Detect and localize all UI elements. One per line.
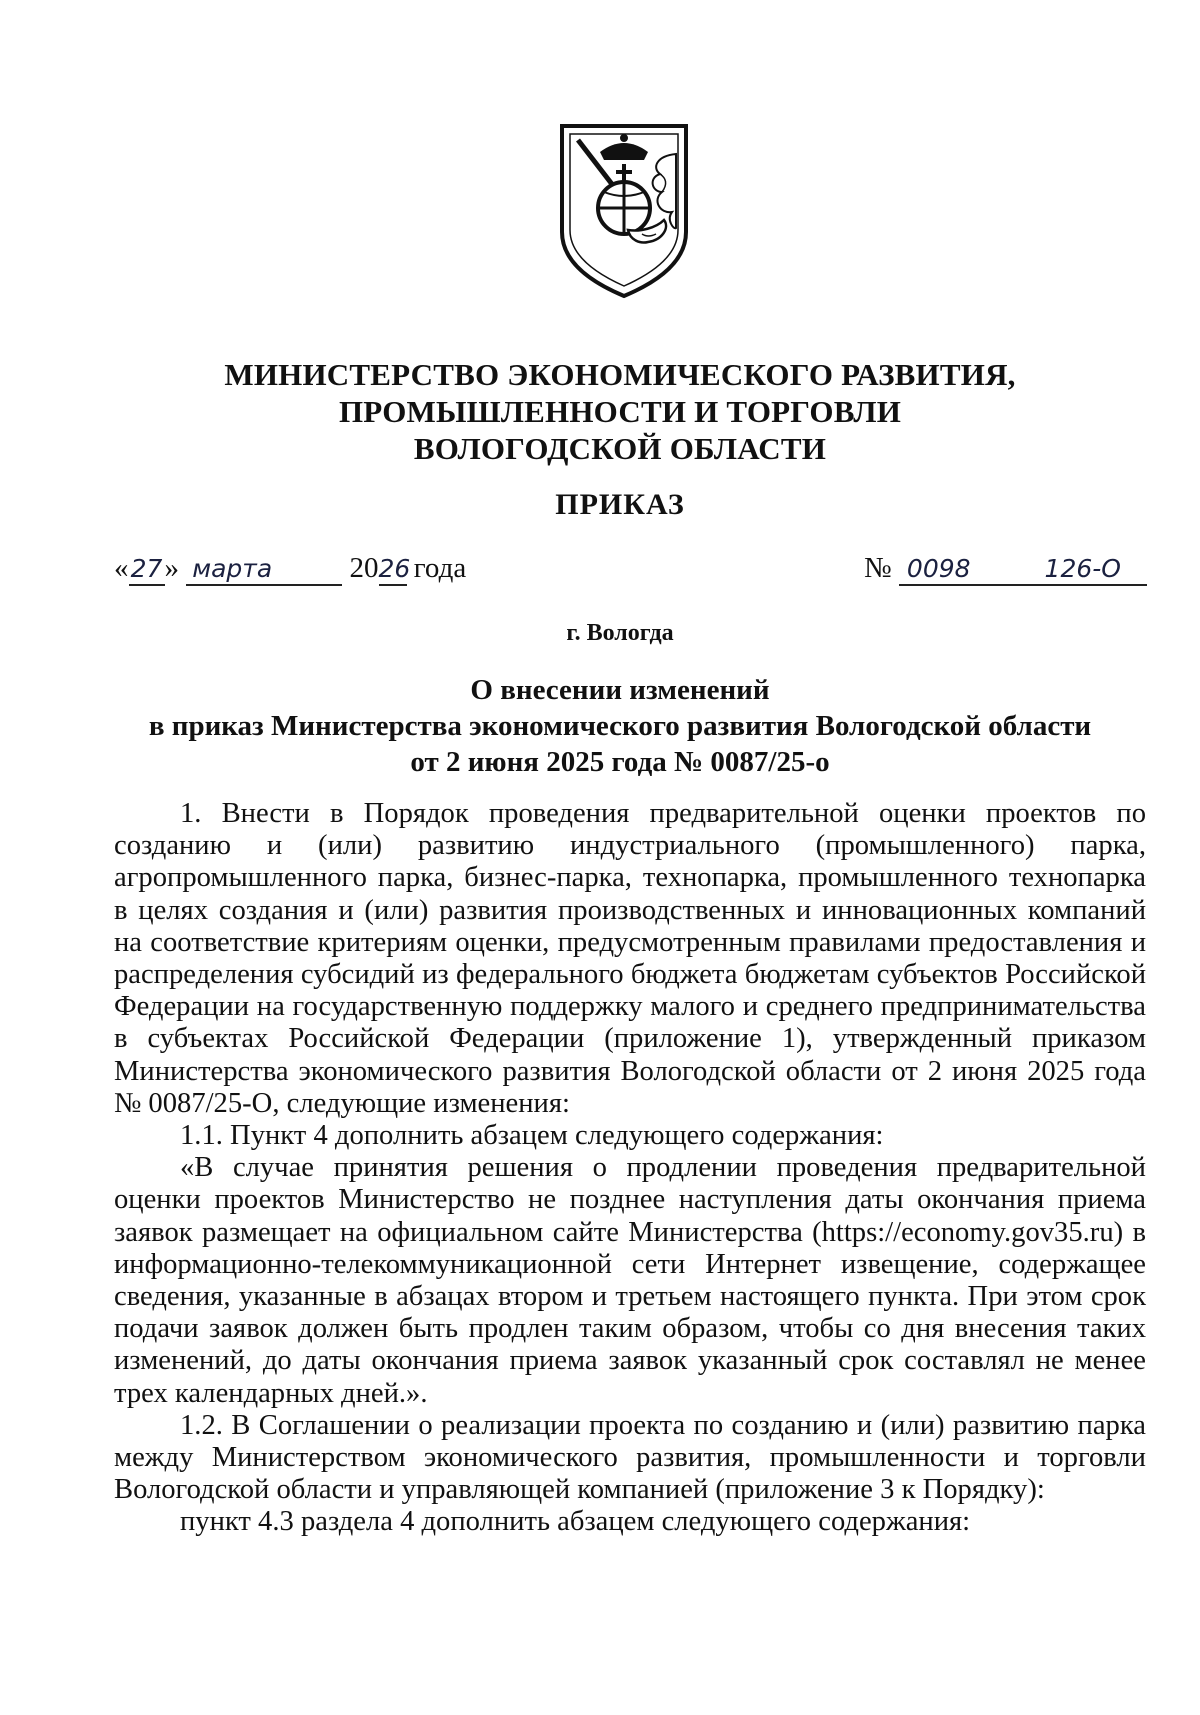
document-body	[114, 798, 1146, 1539]
date-close-quote: »	[164, 552, 179, 584]
date-row	[114, 552, 466, 586]
number-symbol: №	[864, 552, 892, 584]
org-line-3: ВОЛОГОДСКОЙ ОБЛАСТИ	[413, 431, 827, 466]
paragraph-quote: «В случае принятия решения о продлении проведения предварительной оценки проектов Министерство не позднее наступления даты окончания приема заявок размещает на официальном сайте Министерства (https://economy.gov35.ru) в информационно-телекоммуникационной сети Интернет извещение, содержащее сведения, указанные в абзацах втором и третьем настоящего пункта. При этом срок подачи заявок должен быть продлен таким образом, чтобы со дня внесения таких изменений, до даты окончания приема заявок указанный срок составлял не менее трех календарных дней.».	[114, 1152, 1146, 1409]
org-line-1: МИНИСТЕРСТВО ЭКОНОМИЧЕСКОГО РАЗВИТИЯ,	[224, 357, 1016, 392]
subject-line-3: от 2 июня 2025 года № 0087/25-о	[410, 746, 830, 778]
date-year-word: года	[413, 552, 467, 584]
date-day: 27	[129, 554, 165, 586]
number-part-2: 126-О	[1044, 554, 1121, 583]
date-year-suffix: 26	[379, 554, 407, 586]
date-open-quote: «	[114, 552, 129, 584]
document-number	[864, 552, 1147, 586]
city: г. Вологда	[566, 620, 674, 646]
vologda-coat-of-arms-icon	[556, 120, 692, 300]
subject-line-2: в приказ Министерства экономического развития Вологодской области	[148, 710, 1092, 742]
date-month: марта	[186, 554, 342, 586]
paragraph-1: 1. Внести в Порядок проведения предварительной оценки проектов по созданию и (или) развитию индустриального (промышленного) парка, агропромышленного парка, бизнес-парка, технопарка, промышленного технопарка в целях создания и (или) развития производственных и инновационных компаний на соответствие критериям оценки, предусмотренным правилами предоставления и распределения субсидий из федерального бюджета бюджетам субъектов Российской Федерации на государственную поддержку малого и среднего предпринимательства в субъектах Российской Федерации (приложение 1), утвержденный приказом Министерства экономического развития Вологодской области от 2 июня 2025 года № 0087/25-О, следующие изменения:	[114, 798, 1146, 1119]
number-value	[899, 554, 1147, 586]
org-line-2: ПРОМЫШЛЕННОСТИ И ТОРГОВЛИ	[338, 394, 902, 429]
organization-name	[0, 356, 1200, 467]
document-subject	[0, 672, 1200, 780]
number-part-1: 0098	[906, 554, 971, 583]
paragraph-1-1: 1.1. Пункт 4 дополнить абзацем следующего содержания:	[180, 1120, 884, 1152]
paragraph-1-2: 1.2. В Соглашении о реализации проекта по созданию и (или) развитию парка между Министерством экономического развития, промышленности и торговли Вологодской области и управляющей компанией (приложение 3 к Порядку):	[114, 1409, 1146, 1506]
document-type: ПРИКАЗ	[555, 488, 685, 521]
date-year-prefix: 20	[349, 552, 379, 584]
paragraph-last: пункт 4.3 раздела 4 дополнить абзацем следующего содержания:	[180, 1506, 971, 1538]
subject-line-1: О внесении изменений	[470, 674, 770, 706]
